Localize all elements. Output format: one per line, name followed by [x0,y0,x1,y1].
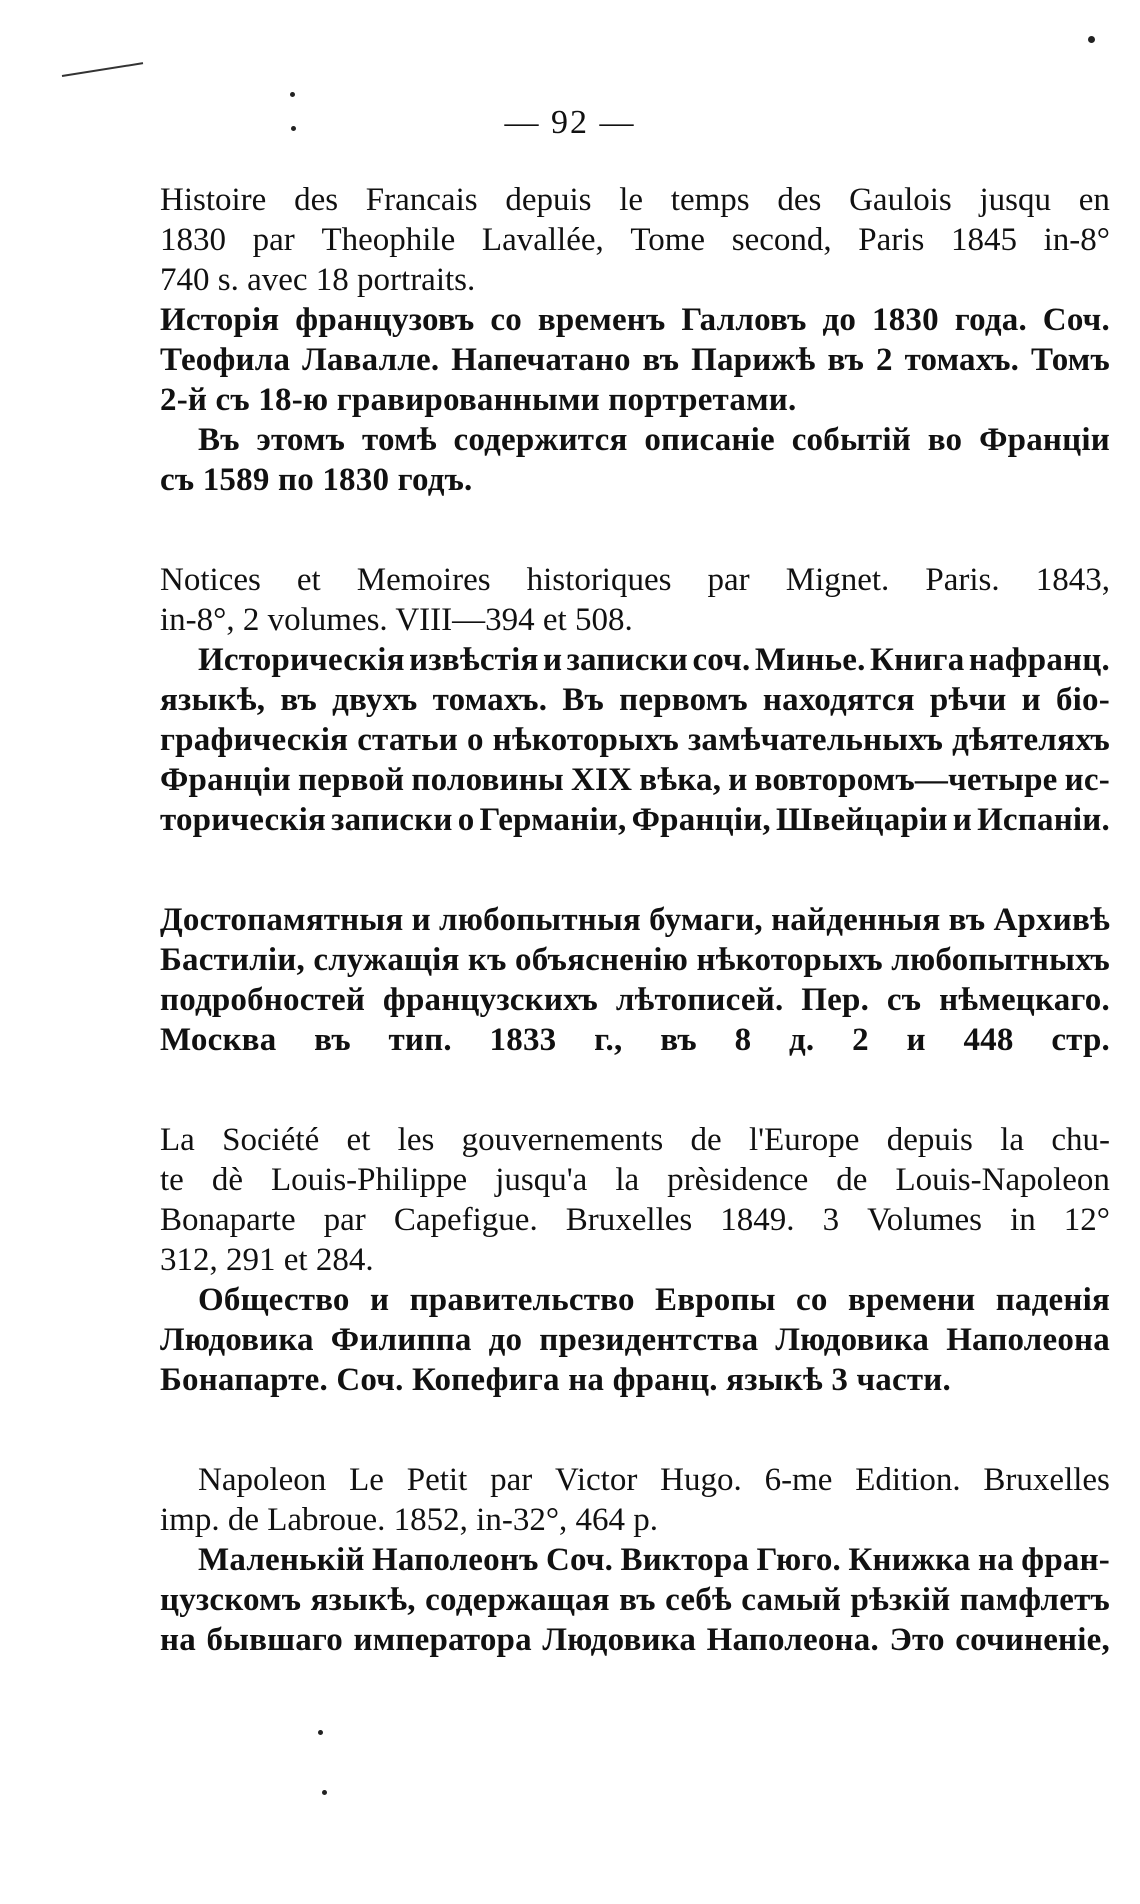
word: 1830 [160,222,226,258]
entry-translation-line: 2-й съ 18-ю гравированными портретами. [160,382,797,418]
word: бумаги, [649,902,763,938]
word: самый [741,1582,842,1618]
word: о [466,722,484,758]
word: памфлетъ [959,1582,1110,1618]
word: Людовика [160,1322,314,1358]
word: любопытныя [439,902,641,938]
word: торическія [160,802,326,838]
word: Paris. [925,562,1000,598]
entry-translation-line [160,1320,1110,1360]
entry-translation-line [160,1580,1110,1620]
word: рѣчи [929,682,1007,718]
word: любопытныхъ [891,942,1110,978]
word: Gaulois [849,182,952,218]
word: Минье. [754,642,866,678]
word: содержащая [425,1582,610,1618]
word: Наполеонъ [371,1542,539,1578]
word: 1843, [1035,562,1110,598]
entry-title-line [160,900,1110,940]
word: des [294,182,339,218]
entry-title-line [160,220,1110,260]
entry-title-line [160,1200,1110,1240]
word: содержится [453,422,628,458]
word: 1830 [872,302,939,338]
bibliography-entry [160,1120,1110,1400]
word: года. [954,302,1027,338]
word: въ [660,1022,697,1058]
word: и [906,1022,926,1058]
word: Bruxelles [565,1202,693,1238]
word: въ [827,342,865,378]
entry-translation-line [160,1620,1110,1660]
ink-speck [1088,36,1095,43]
word: l'Europe [749,1122,860,1158]
word: Москва [160,1022,277,1058]
margin-pen-stroke [62,62,143,77]
entry-title-line: imp. de Labroue. 1852, in-32°, 464 p. [160,1502,659,1538]
word: et [296,562,321,598]
word: de [690,1122,722,1158]
word: графическія [160,722,349,758]
entry-description-line: съ 1589 по 1830 годъ. [160,462,473,498]
word: Историческія [198,642,405,678]
word: Edition. [855,1462,961,1498]
word: Соч. [1042,302,1110,338]
word: рѣзкій [850,1582,951,1618]
word: времени [847,1282,976,1318]
word: Hugo. [660,1462,742,1498]
word: Теофила [160,342,291,378]
word: 1849. [720,1202,795,1238]
word: depuis [505,182,592,218]
entry-title-line: 740 s. avec 18 portraits. [160,262,476,298]
word: найденныя [771,902,941,938]
word: статьи [357,722,458,758]
word: Наполеона. [706,1622,879,1658]
word: par [252,222,295,258]
entry-translation-line [160,1540,1110,1580]
word: Capefigue. [393,1202,538,1238]
word: les [397,1122,435,1158]
word: Это [889,1622,945,1658]
word: о [457,802,475,838]
word: вовторомъ—четыре [754,762,1058,798]
word: des [777,182,822,218]
entry-description-line [160,420,1110,460]
word: бывшаго [206,1622,343,1658]
word: gouvernements [461,1122,664,1158]
word: цузскомъ [160,1582,302,1618]
word: до [822,302,857,338]
entry-title-line [160,1460,1110,1500]
word: Пер. [801,982,870,1018]
word: Напечатано [451,342,631,378]
word: Общество [198,1282,350,1318]
word: и [370,1282,390,1318]
word: двухъ [332,682,418,718]
word: par [707,562,750,598]
entry-translation-line [160,300,1110,340]
word: Tome [630,222,706,258]
entry-translation-line: Бонапарте. Соч. Копефига на франц. языкѣ 3 части. [160,1362,951,1398]
word: до [488,1322,523,1358]
word: нѣмецкаго. [939,982,1110,1018]
word: temps [670,182,750,218]
entry-title-line [160,180,1110,220]
word: нафранц. [968,642,1110,678]
word: временъ [537,302,666,338]
word: Petit [406,1462,468,1498]
word: Виктора [620,1542,750,1578]
word: нѣкоторыхъ [696,942,883,978]
word: Филиппа [330,1322,472,1358]
ink-speck [290,92,295,97]
word: языкѣ, [310,1582,416,1618]
word: Notices [160,562,261,598]
word: Германіи, [479,802,627,838]
word: la [615,1162,640,1198]
word: въ [642,342,680,378]
word: Louis-Napoleon [895,1162,1110,1198]
word: Маленькій [198,1542,365,1578]
word: біо- [1055,682,1110,718]
word: Испаніи. [977,802,1110,838]
bibliography-entry [160,900,1110,1060]
word: XIX [571,762,633,798]
word: Гюго. [756,1542,841,1578]
word: par [323,1202,366,1238]
word: томѣ [361,422,437,458]
word: и [952,802,972,838]
word: первомъ [619,682,748,718]
word: Victor [555,1462,638,1498]
word: во [927,422,963,458]
word: La [160,1122,195,1158]
ink-speck [322,1790,327,1795]
word: Theophile [321,222,456,258]
word: Людовика [775,1322,930,1358]
word: Memoires [356,562,491,598]
word: вѣка, [639,762,722,798]
word: en [1078,182,1110,218]
word: dè [211,1162,243,1198]
word: Достопамятныя [160,902,404,938]
word: Volumes [867,1202,983,1238]
word: Société [222,1122,320,1158]
word: prèsidence [667,1162,809,1198]
word: Исторія [160,302,280,338]
bibliography-entry [160,1460,1110,1660]
word: Франціи [160,762,291,798]
word: на [160,1622,196,1658]
entry-title-line [160,560,1110,600]
word: императора [353,1622,532,1658]
entry-title-line [160,1120,1110,1160]
word: par [490,1462,533,1498]
ink-speck [318,1730,323,1735]
word: записки [331,802,453,838]
word: 2 [852,1022,869,1058]
word: замѣчательныхъ [687,722,944,758]
entry-title-line [160,980,1110,1020]
word: te [160,1162,184,1198]
word: Франціи, [631,802,771,838]
word: лѣтописей. [615,982,784,1018]
word: Людовика [542,1622,697,1658]
word: Въ [562,682,604,718]
word: Наполеона [946,1322,1110,1358]
word: Томъ [1031,342,1110,378]
word: въ [314,1022,351,1058]
word: со [796,1282,828,1318]
word: событій [791,422,911,458]
word: Галловъ [681,302,807,338]
word: Bruxelles [983,1462,1110,1498]
word: Mignet. [785,562,890,598]
entry-translation-line [160,340,1110,380]
word: подробностей [160,982,366,1018]
word: de [836,1162,868,1198]
word: языкѣ, [160,682,266,718]
word: Histoire [160,182,267,218]
entry-translation-line [160,640,1110,680]
word: jusqu'a [495,1162,588,1198]
word: томахъ. [904,342,1020,378]
word: первой [297,762,405,798]
entry-title-line [160,940,1110,980]
word: извѣстія [409,642,539,678]
word: и [411,902,431,938]
word: Лавалле. [302,342,440,378]
word: Европы [655,1282,776,1318]
word: сочиненіе, [955,1622,1110,1658]
word: Napoleon [198,1462,327,1498]
word: Книга [869,642,965,678]
word: Paris [858,222,925,258]
word: въ [280,682,317,718]
word: 3 [822,1202,840,1238]
word: правительство [409,1282,635,1318]
word: depuis [886,1122,973,1158]
word: 8 [734,1022,752,1058]
word: 448 [963,1022,1014,1058]
word: нѣкоторыхъ [492,722,679,758]
word: президентства [539,1322,759,1358]
word: тип. [388,1022,452,1058]
word: Соч. [545,1542,614,1578]
word: Парижѣ [691,342,816,378]
word: и [1021,682,1041,718]
word: Louis-Philippe [271,1162,468,1198]
word: половины [411,762,564,798]
word: jusqu [979,182,1052,218]
word: ис- [1064,762,1110,798]
word: съ [886,982,922,1018]
word: in [1010,1202,1036,1238]
word: описаніе [644,422,775,458]
word: въ [619,1582,656,1618]
word: Швейцаріи [776,802,948,838]
word: объясненію [515,942,689,978]
word: себѣ [665,1582,732,1618]
word: къ [467,942,507,978]
word: паденія [995,1282,1110,1318]
word: этомъ [256,422,346,458]
word: находятся [762,682,915,718]
word: дѣятеляхъ [952,722,1110,758]
word: 6-me [764,1462,833,1498]
word: и [542,642,563,678]
word: со [490,302,522,338]
word: Въ [198,422,240,458]
word: французскихъ [382,982,598,1018]
word: стр. [1051,1022,1110,1058]
bibliography-entry [160,560,1110,840]
word: 2 [875,342,893,378]
entry-translation-line [160,760,1110,800]
entry-title-line: 312, 291 et 284. [160,1242,374,1278]
word: д. [789,1022,815,1058]
entry-translation-line [160,800,1110,840]
word: 12° [1063,1202,1110,1238]
word: Архивѣ [993,902,1110,938]
word: Le [349,1462,384,1498]
word: le [619,182,644,218]
word: г., [594,1022,623,1058]
entry-title-line: in-8°, 2 volumes. VIII—394 et 508. [160,602,633,638]
entry-translation-line [160,680,1110,720]
entry-translation-line [160,1280,1110,1320]
word: et [346,1122,371,1158]
entry-translation-line [160,720,1110,760]
word: фран- [1021,1542,1110,1578]
word: in-8° [1043,222,1110,258]
entry-title-line [160,1160,1110,1200]
word: Бастиліи, [160,942,305,978]
word: Франціи [979,422,1110,458]
word: historiques [526,562,672,598]
word: соч. [692,642,751,678]
word: 1845 [950,222,1017,258]
entry-title-line [160,1020,1110,1060]
word: служащія [313,942,460,978]
word: французовъ [295,302,475,338]
word: Lavallée, [481,222,604,258]
word: 1833 [489,1022,557,1058]
word: записки [566,642,689,678]
word: въ [948,902,986,938]
word: Bonaparte [160,1202,296,1238]
word: la [1000,1122,1025,1158]
word: Francais [365,182,478,218]
word: second, [731,222,832,258]
word: томахъ. [432,682,548,718]
word: chu- [1051,1122,1110,1158]
page-number: — 92 — [504,104,636,141]
word: на [977,1542,1014,1578]
word: и [728,762,748,798]
word: Книжка [848,1542,971,1578]
bibliography-entry [160,180,1110,500]
